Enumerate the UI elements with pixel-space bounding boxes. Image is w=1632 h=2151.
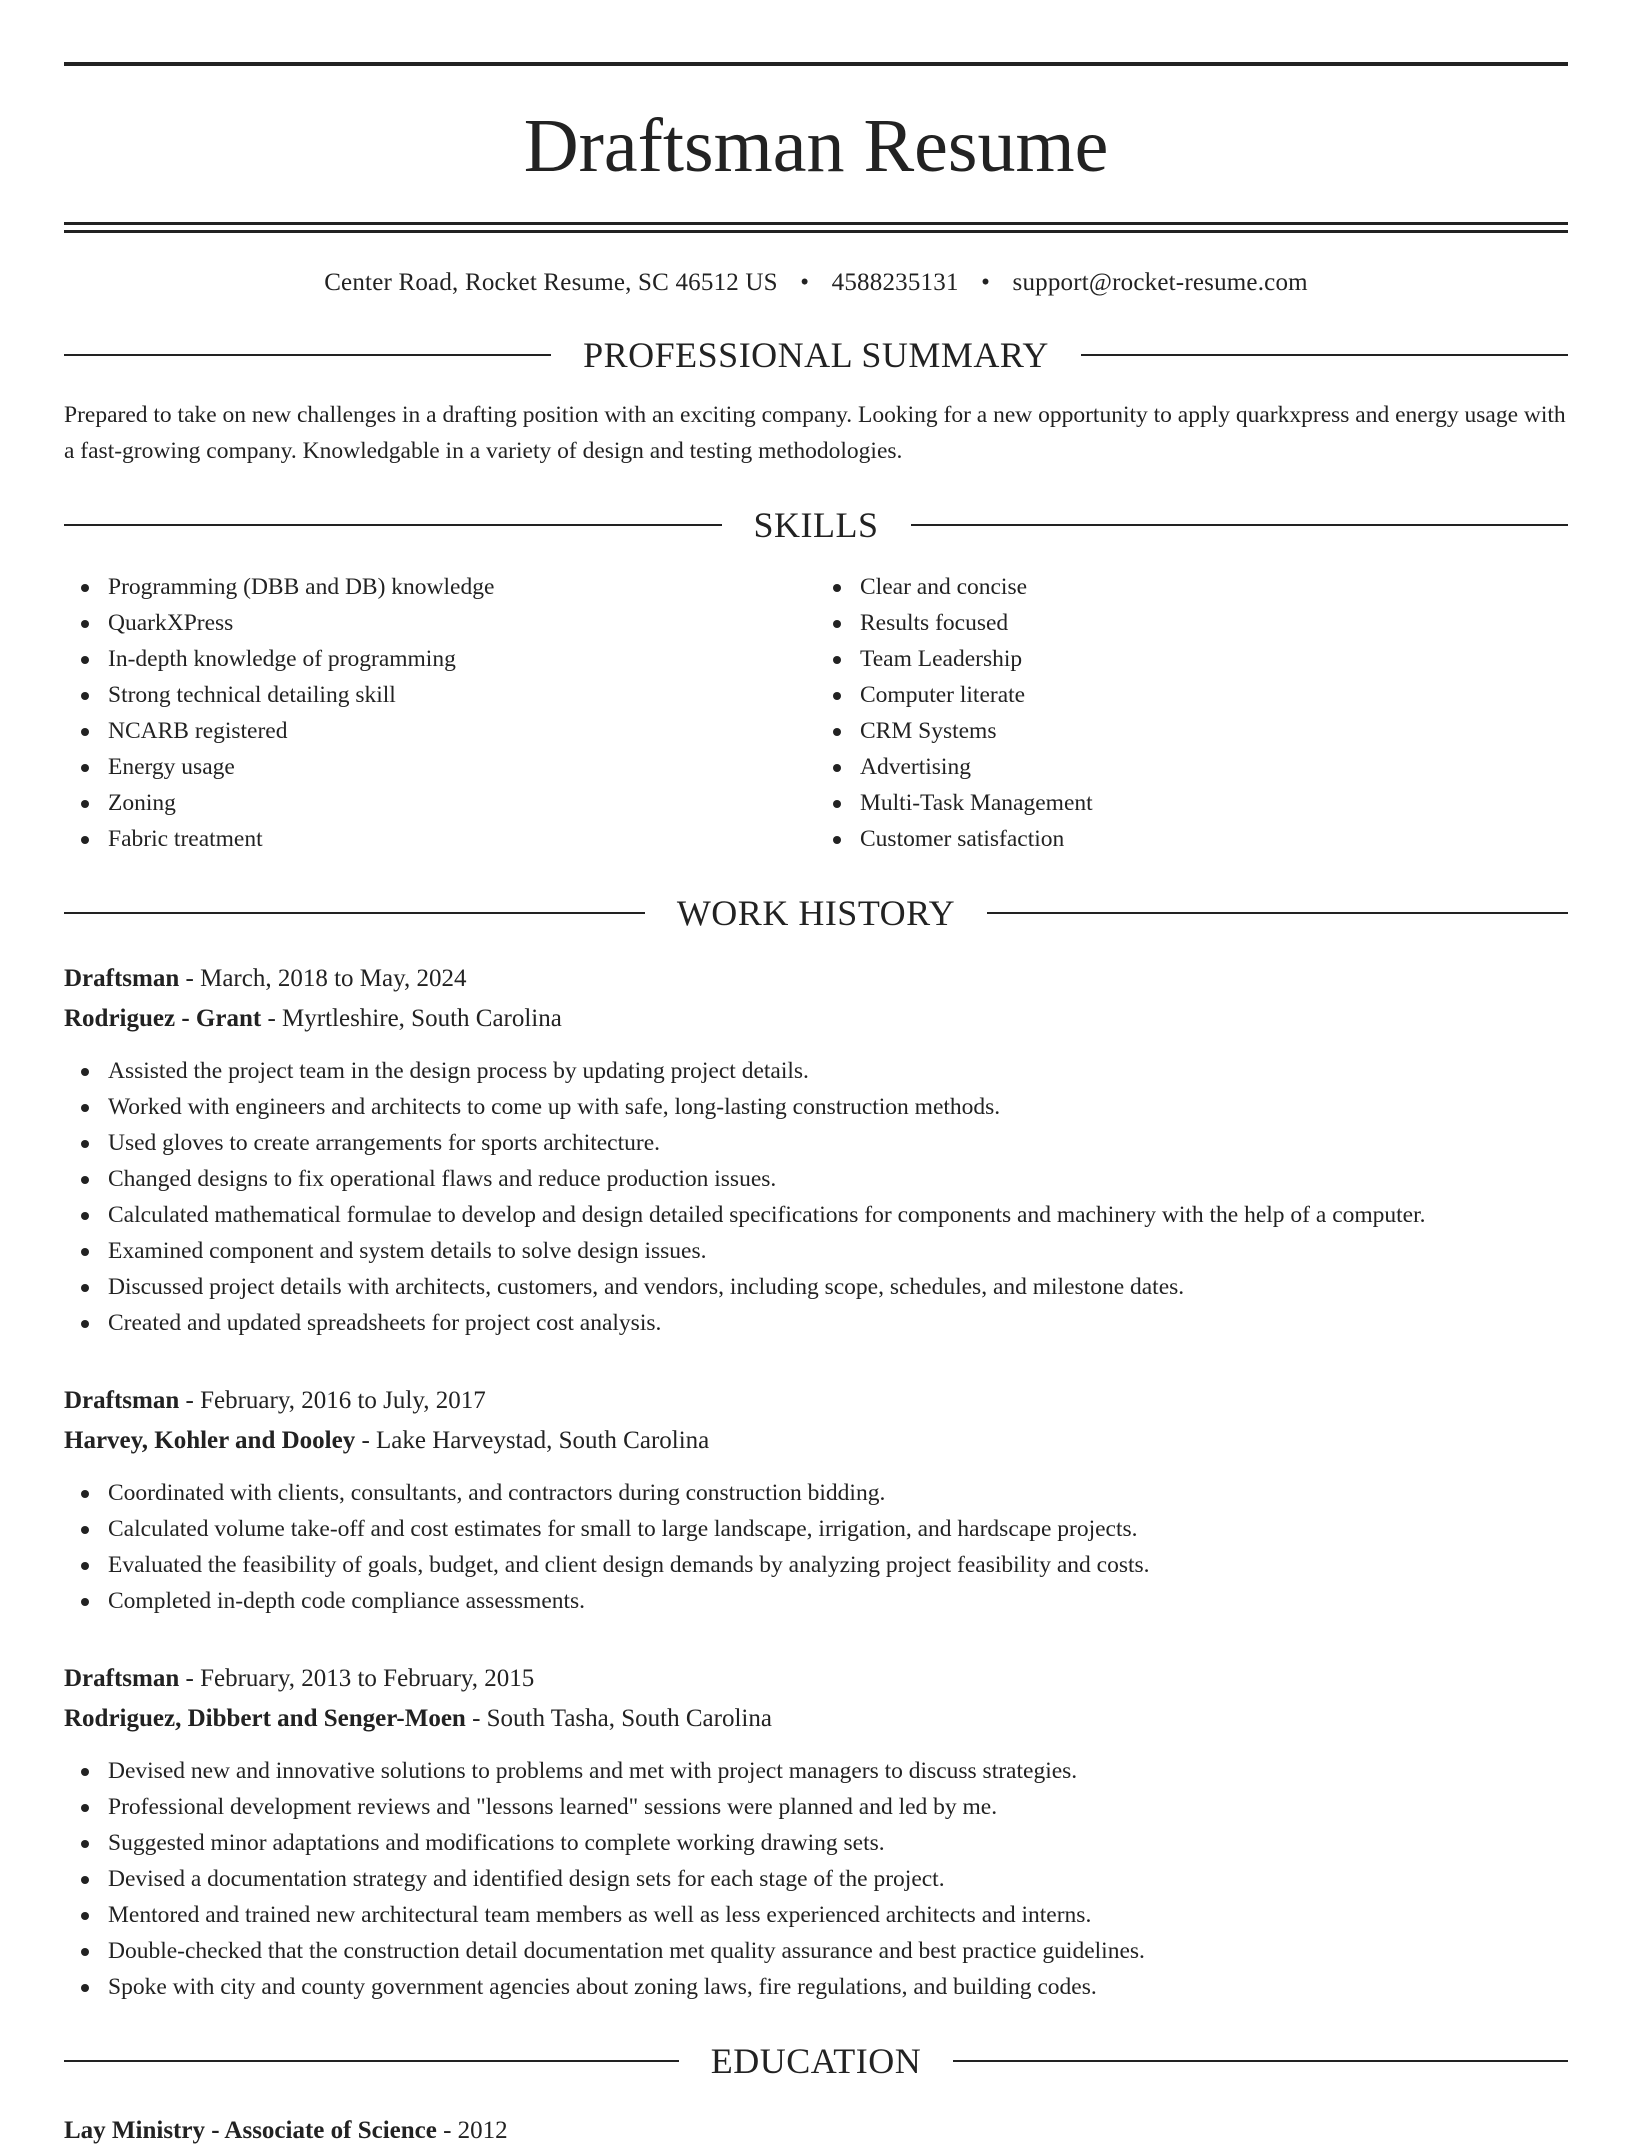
job-entry (64, 1659, 1568, 2005)
list-item: Spoke with city and county government agencies about zoning laws, fire regulations, and building codes. (108, 1969, 1568, 2005)
list-item: Professional development reviews and "lessons learned" sessions were planned and led by me. (108, 1789, 1568, 1825)
section-title: WORK HISTORY (676, 893, 956, 933)
list-item: Team Leadership (860, 641, 1568, 677)
job-bullets (64, 1753, 1568, 2005)
list-item: Coordinated with clients, consultants, and contractors during construction bidding. (108, 1475, 1568, 1511)
list-item: Assisted the project team in the design process by updating project details. (108, 1053, 1568, 1089)
list-item: Calculated mathematical formulae to develop and design detailed specifications for components and machinery with the help of a computer. (108, 1197, 1568, 1233)
job-company-line (64, 999, 1568, 1039)
section-education-heading (64, 2041, 1568, 2081)
page-title: Draftsman Resume (523, 104, 1109, 188)
education-year: - 2012 (436, 2117, 508, 2144)
list-item: Customer satisfaction (860, 821, 1568, 857)
list-item: Zoning (108, 785, 816, 821)
section-title: PROFESSIONAL SUMMARY (583, 335, 1049, 375)
job-company: Harvey, Kohler and Dooley (64, 1427, 356, 1454)
heading-rule (953, 2060, 1568, 2062)
job-entry (64, 959, 1568, 1341)
section-title: EDUCATION (710, 2041, 922, 2081)
skills-list-left (64, 569, 816, 857)
heading-rule (987, 912, 1568, 914)
section-work-heading (64, 893, 1568, 933)
list-item: Mentored and trained new architectural team members as well as less experienced architects and interns. (108, 1897, 1568, 1933)
job-title-line (64, 959, 1568, 999)
list-item: QuarkXPress (108, 605, 816, 641)
heading-rule (1081, 354, 1568, 356)
section-skills-heading (64, 505, 1568, 545)
heading-rule (64, 2060, 679, 2062)
job-bullets (64, 1053, 1568, 1341)
job-bullets (64, 1475, 1568, 1619)
job-location: - Lake Harveystad, South Carolina (355, 1427, 710, 1454)
list-item: In-depth knowledge of programming (108, 641, 816, 677)
list-item: Calculated volume take-off and cost estimates for small to large landscape, irrigation, and hardscape projects. (108, 1511, 1568, 1547)
contact-email: support@rocket-resume.com (1012, 269, 1308, 296)
list-item: CRM Systems (860, 713, 1568, 749)
job-dates: - February, 2013 to February, 2015 (179, 1665, 535, 1692)
list-item: Fabric treatment (108, 821, 816, 857)
list-item: Discussed project details with architects, customers, and vendors, including scope, schedules, and milestone dates. (108, 1269, 1568, 1305)
job-title: Draftsman (64, 965, 180, 992)
summary-text: Prepared to take on new challenges in a drafting position with an exciting company. Looking for a new opportunity to apply quarkxpress and energy usage with a fast-growing company. Knowledgable in a variety of design and testing methodologies. (64, 402, 1566, 464)
top-rule (64, 62, 1568, 66)
education-degree: Lay Ministry - Associate of Science (64, 2117, 437, 2144)
job-company-line (64, 1421, 1568, 1461)
contact-separator: • (800, 269, 810, 296)
section-title: SKILLS (753, 505, 879, 545)
list-item: Multi-Task Management (860, 785, 1568, 821)
job-dates: - February, 2016 to July, 2017 (179, 1387, 486, 1414)
contact-address: Center Road, Rocket Resume, SC 46512 US (324, 269, 778, 296)
job-title-line (64, 1381, 1568, 1421)
list-item: NCARB registered (108, 713, 816, 749)
job-entry (64, 1381, 1568, 1619)
list-item: Energy usage (108, 749, 816, 785)
list-item: Changed designs to fix operational flaws and reduce production issues. (108, 1161, 1568, 1197)
contact-separator: • (981, 269, 991, 296)
section-summary-heading (64, 335, 1568, 375)
work-history (64, 959, 1568, 2005)
job-location: - Myrtleshire, South Carolina (261, 1005, 562, 1032)
list-item: Strong technical detailing skill (108, 677, 816, 713)
contact-phone: 4588235131 (831, 269, 959, 296)
job-location: - South Tasha, South Carolina (465, 1705, 772, 1732)
job-company-line (64, 1699, 1568, 1739)
job-dates: - March, 2018 to May, 2024 (179, 965, 467, 992)
contact-line (64, 267, 1568, 299)
list-item: Worked with engineers and architects to come up with safe, long-lasting construction methods. (108, 1089, 1568, 1125)
job-title: Draftsman (64, 1387, 180, 1414)
job-title-line (64, 1659, 1568, 1699)
list-item: Examined component and system details to solve design issues. (108, 1233, 1568, 1269)
title-double-rule (64, 222, 1568, 233)
skills-columns (64, 569, 1568, 857)
list-item: Devised new and innovative solutions to problems and met with project managers to discuss strategies. (108, 1753, 1568, 1789)
skills-list-right (816, 569, 1568, 857)
list-item: Completed in-depth code compliance assessments. (108, 1583, 1568, 1619)
job-company: Rodriguez - Grant (64, 1005, 262, 1032)
list-item: Results focused (860, 605, 1568, 641)
list-item: Computer literate (860, 677, 1568, 713)
list-item: Clear and concise (860, 569, 1568, 605)
job-title: Draftsman (64, 1665, 180, 1692)
list-item: Used gloves to create arrangements for sports architecture. (108, 1125, 1568, 1161)
list-item: Double-checked that the construction detail documentation met quality assurance and best practice guidelines. (108, 1933, 1568, 1969)
list-item: Advertising (860, 749, 1568, 785)
list-item: Created and updated spreadsheets for project cost analysis. (108, 1305, 1568, 1341)
list-item: Suggested minor adaptations and modifications to complete working drawing sets. (108, 1825, 1568, 1861)
resume-page (64, 0, 1568, 2151)
heading-rule (64, 912, 645, 914)
job-company: Rodriguez, Dibbert and Senger-Moen (64, 1705, 466, 1732)
list-item: Evaluated the feasibility of goals, budget, and client design demands by analyzing project feasibility and costs. (108, 1547, 1568, 1583)
heading-rule (911, 524, 1569, 526)
heading-rule (64, 524, 722, 526)
education-entry (64, 2111, 1568, 2151)
list-item: Programming (DBB and DB) knowledge (108, 569, 816, 605)
list-item: Devised a documentation strategy and identified design sets for each stage of the project. (108, 1861, 1568, 1897)
heading-rule (64, 354, 551, 356)
